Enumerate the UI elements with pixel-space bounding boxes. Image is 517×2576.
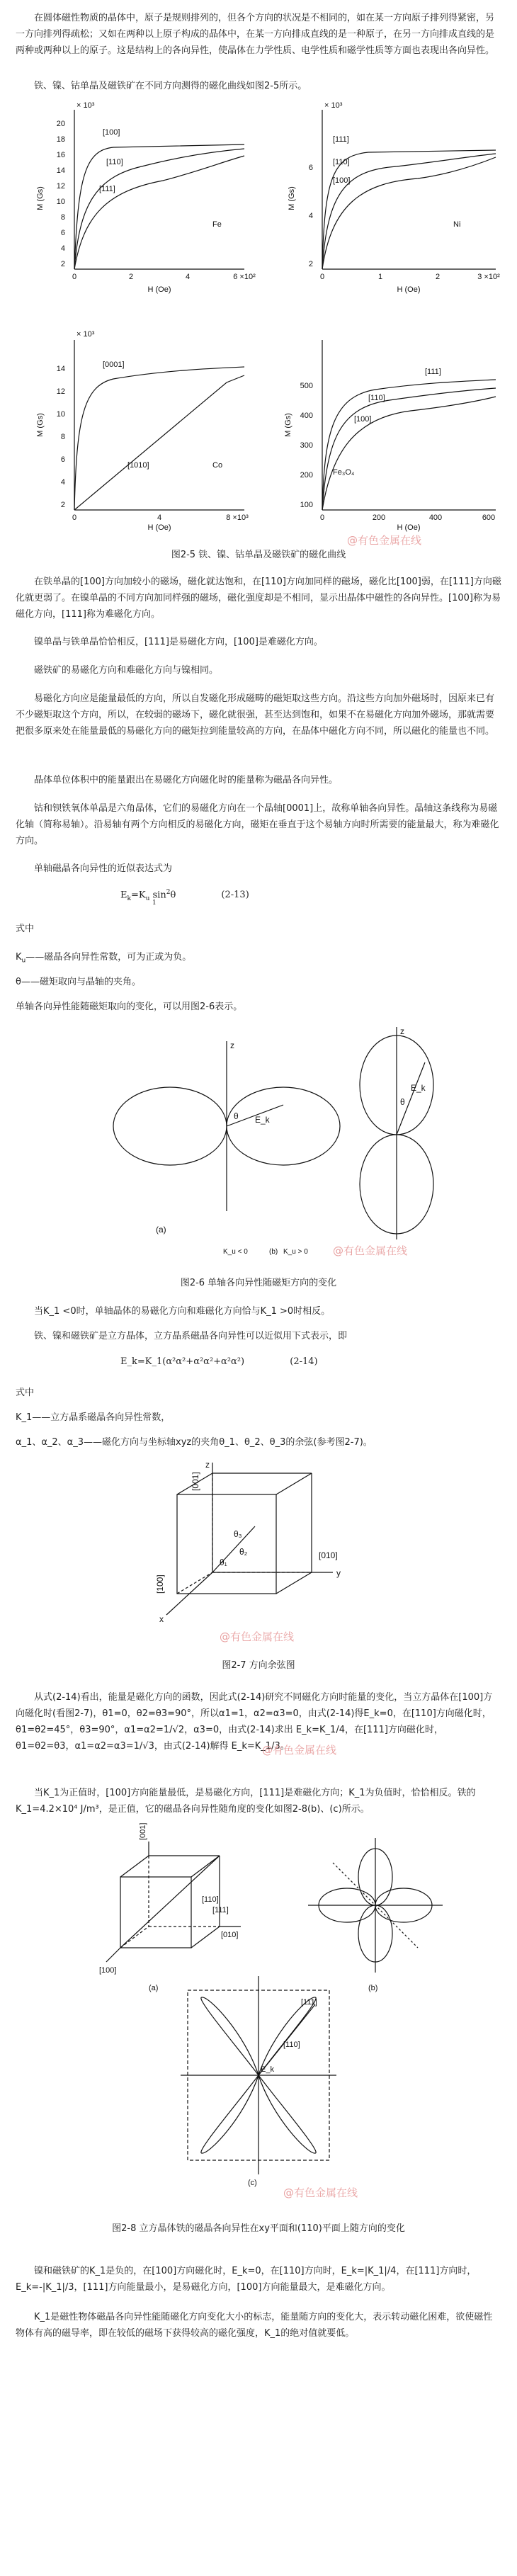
fig28-c-label: (c)	[248, 2179, 257, 2187]
ni-ytick-0: 2	[308, 260, 313, 268]
eq213-ksub: u	[145, 895, 150, 902]
fe3o4-ytick-2: 300	[300, 441, 313, 450]
fig26-watermark: @有色金属在线	[333, 1244, 408, 1257]
ni-ytick-1: 4	[308, 212, 313, 220]
fig27-d100: [100]	[155, 1574, 165, 1594]
figure-2-7	[0, 1459, 517, 1629]
fe-xtick-1: 2	[128, 273, 134, 281]
fe3o4-curve-110	[322, 388, 496, 510]
fig28-a-001: [001]	[139, 1822, 147, 1840]
fe-curve-111	[74, 156, 244, 269]
text5-p1: 从式(2-14)看出，能量是磁化方向的函数，因此式(2-14)研究不同磁化方向时能量的变化，当立方晶体在[100]方向磁化时(看图2-7)，θ1=0，θ2=θ3=90°，所以α1=1，α2=α3=0，由式(2-14)得E_k=0，在[110]方向磁化时，θ1=θ2=45°，θ3=90°，α1=α2=1/√2，α3=0，由式(2-14)求出 E_k=K_1/4，在[111]方向磁化时，θ1=θ2=θ3，α1=α2=α3=1/√3，由式(2-14)解得 E_k=K_1/3。	[16, 1692, 493, 1752]
fig26-a-cond: K_u < 0	[223, 1248, 248, 1256]
co-ytick-4: 10	[56, 410, 65, 419]
intro-paragraph-1: 在圆体磁性物质的晶体中，原子是规则排列的，但各个方向的状况是不相同的，如在某一方向原子排列得紧密，另一方向排列得疏松；又如在两种以上原子构成的晶体中，在某一方向排成直线的是一种原子，在另一方向排成直线的是两种或两种以上的原子。这是结构上的各向异性，使晶体在力学性质、电学性质和磁学性质等方面也表现出各向异性。	[16, 13, 495, 56]
fe3o4-curve-111	[322, 380, 496, 510]
fig25-caption: 图2-5 铁、镍、钴单晶及磁铁矿的磁化曲线	[171, 550, 346, 560]
fe-ytick-9: 20	[56, 120, 65, 128]
figure-2-8-svg	[0, 1822, 517, 2189]
fe3o4-xlabel: H (Oe)	[397, 523, 421, 532]
co-ytick-3: 8	[60, 433, 65, 441]
fe3o4-dir-111: [111]	[425, 368, 441, 376]
equation-2-14	[120, 1356, 318, 1367]
eq213-eq: =K	[130, 890, 146, 901]
equation-2-13	[120, 889, 249, 902]
ni-curve-111	[322, 150, 496, 269]
fe-ytick-1: 4	[60, 244, 65, 253]
ni-dir-100: [100]	[333, 176, 351, 185]
fig27-t2: θ₂	[239, 1547, 248, 1557]
fig27-x: x	[159, 1614, 164, 1624]
figure-2-5-svg	[0, 99, 517, 531]
text4-p4: K_1——立方晶系磁晶各向异性常数，	[16, 1412, 171, 1423]
fig27-t3: θ₃	[234, 1529, 242, 1539]
text3-p1: 式中	[16, 924, 35, 934]
fe3o4-xtick-1: 200	[372, 514, 386, 522]
eq214-number: (2-14)	[290, 1356, 318, 1367]
fe-ytick-5: 12	[56, 182, 65, 191]
text6-p1: 镍和磁铁矿的K_1是负的，在[100]方向磁化时，E_k=0，在[110]方向时，E_k=|K_1|/4，在[111]方向时，E_k=-|K_1|/3，[111]方向能量最小，是易磁化方向，[100]方向能量最大，是难磁化方向。	[16, 2266, 477, 2293]
fig27-caption: 图2-7 方向余弦图	[222, 1660, 295, 1671]
fe-ytick-7: 16	[56, 151, 65, 159]
co-dir-1010: [1010]	[127, 461, 149, 470]
fe3o4-ytick-0: 100	[300, 501, 313, 509]
co-ytick-1: 4	[60, 478, 65, 487]
fig28-c-110: [110]	[283, 2041, 300, 2049]
fe3o4-ytick-4: 500	[300, 382, 313, 390]
fig26-b-cond: K_u > 0	[283, 1248, 308, 1256]
ni-label: Ni	[453, 220, 461, 229]
figure-2-8	[0, 1822, 517, 2189]
ni-curve-110	[322, 154, 496, 269]
ni-axes	[322, 110, 496, 269]
text2-p6: 钴和钡铁氧体单晶是六角晶体，它们的易磁化方向在一个晶轴[0001]上，故称单轴各向异性。晶轴这条线称为易磁化轴（简称易轴）。沿易轴有两个方向相反的易磁化方向，磁矩在垂直于这个易轴方向时所需要的能量最大，称为难磁化方向。	[16, 803, 499, 846]
intro-paragraph-2: 铁、镍、钴单晶及磁铁矿在不同方向测得的磁化曲线如图2-5所示。	[34, 81, 307, 91]
fig28-a-100: [100]	[99, 1966, 117, 1975]
fe-xlabel: H (Oe)	[147, 285, 171, 294]
fig27-d001: [001]	[191, 1472, 200, 1491]
fe3o4-label: Fe₃O₄	[333, 468, 355, 477]
text3-p2-sub: u	[21, 957, 26, 965]
fe-xtick-0: 0	[72, 273, 77, 281]
fe-ytick-3: 8	[60, 213, 65, 222]
fe3o4-xtick-0: 0	[319, 514, 325, 522]
fe-ytick-0: 2	[60, 260, 65, 268]
fig28-a-110: [110]	[202, 1895, 219, 1904]
co-xlabel: H (Oe)	[147, 523, 171, 532]
text3-p4: 单轴各向异性能随磁矩取向的变化，可以用图2-6表示。	[16, 1002, 243, 1012]
figure-2-5	[0, 99, 517, 531]
fig28-a-label: (a)	[149, 1984, 159, 1992]
fe-ytick-6: 14	[56, 166, 65, 175]
fe-xtick-3: 6 ×10²	[233, 273, 256, 281]
text6-p2: K_1是磁性物体磁晶各向异性能随磁化方向变化大小的标志，能量随方向的变化大，表示转动磁化困难，欲使磁性物体有高的磁导率，即在较低的磁场下获得较高的磁化强度，K_1的绝对值就要低。	[16, 2312, 493, 2339]
fe-xtick-2: 4	[185, 273, 191, 281]
ni-xlabel: H (Oe)	[397, 285, 421, 294]
fe3o4-ytick-1: 200	[300, 471, 313, 480]
eq213-theta: θ	[170, 890, 176, 901]
fig26-caption: 图2-6 单轴各向异性随磁矩方向的变化	[180, 1278, 337, 1288]
ni-exp: × 10³	[324, 101, 343, 110]
ni-xtick-0: 0	[319, 273, 325, 281]
fe-ylabel: M (Gs)	[36, 186, 45, 210]
fe-ytick-2: 6	[60, 229, 65, 237]
fe-curve-100	[74, 144, 244, 269]
ni-curve-100	[322, 157, 496, 269]
fe3o4-ylabel: M (Gs)	[284, 413, 292, 437]
fig28-c-ek: E_k	[261, 2065, 274, 2074]
ni-xtick-2: 2	[435, 273, 441, 281]
fe3o4-dir-110: [110]	[368, 394, 385, 402]
text4-p3: 式中	[16, 1388, 35, 1398]
eq213-lhs-sub: k	[127, 895, 131, 902]
fig27-d010: [010]	[319, 1550, 338, 1560]
ni-xtick-1: 1	[377, 273, 383, 281]
text2-p3: 磁铁矿的易磁化方向和难磁化方向与镍相同。	[34, 665, 219, 676]
fe3o4-xtick-3: 600	[482, 514, 496, 522]
co-curve-1010	[74, 375, 244, 510]
co-ytick-2: 6	[60, 455, 65, 464]
fig28-c-111: [111]	[301, 1998, 317, 2007]
fig27-watermark: @有色金属在线	[220, 1630, 295, 1643]
eq214-body: E_k=K_1(α²α²+α²α²+α²α²)	[120, 1356, 245, 1367]
ni-dir-111: [111]	[333, 135, 349, 144]
text2-p4: 易磁化方向应是能量最低的方向，所以自发磁化形成磁畴的磁矩取这些方向。沿这些方向加外磁场时，因原来已有不少磁矩取这个方向，所以，在较弱的磁场下，磁化就很强，甚至达到饱和，如果不在易磁化方向加外磁场，那就需要把很多原来处在能量最低的易磁化方向的磁矩拉到能量较高的方向，在晶体中磁化方向不同，所以磁化的能量也不同。	[16, 693, 495, 737]
fe-ytick-8: 18	[56, 135, 65, 144]
fe-ytick-4: 10	[56, 198, 65, 206]
text3-p2-rest: ——磁晶各向异性常数，可为正或为负。	[25, 952, 192, 963]
fig27-z: z	[205, 1460, 210, 1470]
fig27-y: y	[336, 1568, 341, 1578]
fe3o4-ytick-3: 400	[300, 412, 313, 420]
text4-p5: α_1、α_2、α_3——磁化方向与坐标轴xyz的夹角θ_1、θ_2、θ_3的余弦(参考图2-7)。	[16, 1437, 373, 1448]
ni-ytick-2: 6	[308, 164, 313, 172]
text4-p2: 铁、镍和磁铁矿是立方晶体，立方晶系磁晶各向异性可以近似用下式表示，即	[34, 1331, 348, 1341]
fig26-a-label: (a)	[156, 1225, 166, 1235]
fig26-b-ek: E_k	[411, 1083, 426, 1093]
fig26-a-z: z	[230, 1040, 234, 1050]
fig26-b-z: z	[400, 1026, 404, 1036]
fig26-a-ek: E_k	[255, 1115, 270, 1125]
text3-p2	[16, 949, 501, 970]
co-label: Co	[212, 461, 223, 470]
text2-p7: 单轴磁晶各向异性的近似表达式为	[34, 863, 173, 874]
co-ytick-5: 12	[56, 387, 65, 396]
fig28-watermark: @有色金属在线	[283, 2186, 358, 2199]
text2-p2: 镍单晶与铁单晶恰恰相反，[111]是易磁化方向，[100]是难磁化方向。	[34, 637, 323, 647]
fig28-b-label: (b)	[368, 1984, 378, 1992]
text2-p1: 在铁单晶的[100]方向加较小的磁场，磁化就达饱和，在[110]方向加同样的磁场，磁化比[100]弱，在[111]方向磁化就更弱了。在镍单晶的不同方向加同样强的磁场，磁化强度却是不相同，显示出晶体中磁性的各向异性。[100]称为易磁化方向，[111]称为难磁化方向。	[16, 577, 501, 620]
co-ytick-6: 14	[56, 365, 65, 373]
figure-2-6-svg	[0, 1020, 517, 1261]
eq213-sin-sup: 2	[166, 889, 171, 896]
figure-2-6	[0, 1020, 517, 1261]
text5-p2: 当K_1为正值时，[100]方向能量最低，是易磁化方向，[111]是难磁化方向；K_1为负值时，恰恰相反。铁的K_1=4.2×10⁴ J/m³，是正值，它的磁晶各向异性随角度的变化如图2-8(b)、(c)所示。	[16, 1788, 476, 1815]
fe3o4-dir-100: [100]	[354, 415, 372, 424]
text3-p2-k: K	[16, 952, 22, 963]
ni-xtick-3: 3 ×10²	[477, 273, 500, 281]
co-axes	[74, 340, 244, 510]
text3-p3: θ——磁矩取向与晶轴的夹角。	[16, 977, 141, 987]
text4-p1: 当K_1 <0时，单轴晶体的易磁化方向和难磁化方向恰与K_1 >0时相反。	[34, 1306, 331, 1317]
fig26-b-label: (b)	[269, 1248, 278, 1256]
fe-label: Fe	[212, 220, 222, 229]
ni-dir-110: [110]	[333, 158, 350, 166]
co-ylabel: M (Gs)	[36, 413, 45, 437]
co-exp: × 10³	[76, 330, 95, 339]
fe-curve-110	[74, 149, 244, 269]
text5-watermark: @有色金属在线	[262, 1744, 337, 1757]
fe-dir-111: [111]	[99, 185, 115, 193]
fe3o4-xtick-2: 400	[428, 514, 443, 522]
ni-ylabel: M (Gs)	[288, 186, 296, 210]
co-xtick-1: 4	[157, 514, 162, 522]
fe-dir-110: [110]	[106, 158, 123, 166]
co-xtick-2: 8 ×10³	[226, 514, 249, 522]
figure-2-7-svg	[0, 1459, 517, 1629]
co-xtick-0: 0	[72, 514, 77, 522]
eq213-sin: sin	[152, 890, 166, 901]
fig28-caption: 图2-8 立方晶体铁的磁晶各向异性在xy平面和(110)平面上随方向的变化	[112, 2223, 405, 2234]
fig27-t1: θ₁	[220, 1557, 227, 1567]
fig25-watermark: @有色金属在线	[347, 534, 422, 547]
eq213-number: (2-13)	[221, 890, 249, 901]
fe3o4-axes	[322, 340, 496, 510]
text2-p5: 晶体单位体积中的能量跟出在易磁化方向磁化时的能量称为磁晶各向异性。	[34, 775, 339, 785]
fig28-a-010: [010]	[221, 1931, 239, 1939]
co-ytick-0: 2	[60, 501, 65, 509]
co-dir-0001: [0001]	[103, 361, 125, 369]
fig26-b-theta: θ	[400, 1097, 405, 1107]
fe-dir-100: [100]	[103, 128, 120, 137]
eq213-sub1: 1	[152, 900, 157, 907]
fig26-a-theta: θ	[234, 1111, 239, 1121]
fig28-a-111: [111]	[212, 1906, 229, 1914]
fe-exp: × 10³	[76, 101, 95, 110]
eq213-lhs: E	[120, 890, 127, 901]
fe3o4-curve-100	[322, 397, 496, 510]
